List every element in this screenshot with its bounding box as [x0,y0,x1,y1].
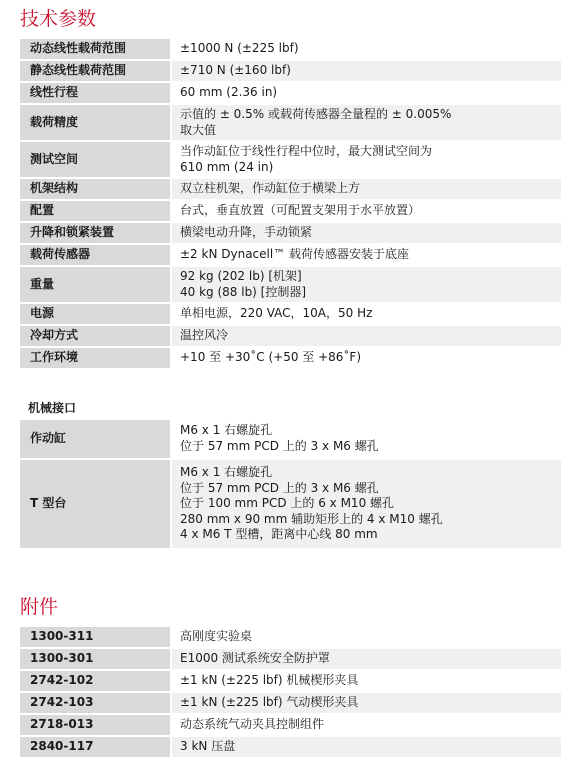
value-line: M6 x 1 右螺旋孔 [180,465,273,480]
row-label: 载荷精度 [20,105,170,140]
part-number: 2742-103 [20,693,170,713]
row-value [172,420,561,458]
row-label: 作动缸 [20,420,170,458]
table-row [20,179,561,201]
mechanical-title: 机械接口 [28,401,77,415]
row-value [172,142,561,177]
row-value [172,179,561,199]
part-number: 2718-013 [20,715,170,735]
row-label: 机架结构 [20,179,170,199]
value-line: ±1000 N (±225 lbf) [180,41,299,56]
row-label: 重量 [20,267,170,302]
table-row [20,326,561,348]
part-description [172,693,561,713]
value-line: 温控风冷 [180,328,229,343]
table-row [20,83,561,105]
value-line: ±2 kN Dynacell™ 载荷传感器安装于底座 [180,247,410,262]
table-row [20,348,561,370]
table-row [20,420,561,460]
table-row [20,245,561,267]
table-row [20,142,561,179]
value-line: +10 至 +30˚C (+50 至 +86˚F) [180,350,362,365]
table-row [20,201,561,223]
value-line: 位于 100 mm PCD 上的 6 x M10 螺孔 [180,496,395,511]
row-value [172,39,561,59]
row-value [172,304,561,324]
value-line: 3 kN 压盘 [180,739,236,754]
part-description [172,627,561,647]
part-description [172,737,561,757]
value-line: 60 mm (2.36 in) [180,85,278,100]
value-line: 高刚度实验桌 [180,629,253,644]
value-line: 610 mm (24 in) [180,159,274,174]
value-line: 位于 57 mm PCD 上的 3 x M6 螺孔 [180,439,379,453]
row-label: 冷却方式 [20,326,170,346]
table-row [20,649,561,671]
row-label: 动态线性载荷范围 [20,39,170,59]
value-line: 双立柱机架，作动缸位于横梁上方 [180,181,361,196]
value-line: ±1 kN (±225 lbf) 气动楔形夹具 [180,695,359,710]
row-value [172,348,561,368]
value-line: 台式，垂直放置（可配置支架用于水平放置） [180,203,421,218]
row-value [172,201,561,221]
value-line: ±1 kN (±225 lbf) 机械楔形夹具 [180,673,359,688]
value-line: 280 mm x 90 mm 辅助矩形上的 4 x M10 螺孔 [180,511,443,526]
row-label: 载荷传感器 [20,245,170,265]
row-value [172,83,561,103]
specs-title: 技术参数 [20,8,97,30]
table-row [20,460,561,550]
value-line: 40 kg (88 lb) [控制器] [180,284,307,299]
table-row [20,39,561,61]
value-line: 动态系统气动夹具控制组件 [180,717,325,732]
table-row [20,715,561,737]
part-description [172,671,561,691]
row-value [172,267,561,302]
value-line: 92 kg (202 lb) [机架] [180,268,302,283]
part-number: 2840-117 [20,737,170,757]
value-line: 示值的 ± 0.5% 或载荷传感器全量程的 ± 0.005% [180,106,452,121]
row-label: 线性行程 [20,83,170,103]
table-row [20,105,561,142]
row-label: 电源 [20,304,170,324]
table-row [20,737,561,759]
row-value [172,326,561,346]
value-line: M6 x 1 右螺旋孔 [180,423,273,438]
value-line: 当作动缸位于线性行程中位时，最大测试空间为 [180,143,433,158]
row-value [172,460,561,548]
value-line: 横梁电动升降，手动锁紧 [180,225,313,240]
row-value [172,61,561,81]
part-number: 2742-102 [20,671,170,691]
row-label: 静态线性载荷范围 [20,61,170,81]
table-row [20,627,561,649]
table-row [20,693,561,715]
part-description [172,649,561,669]
row-label: 配置 [20,201,170,221]
row-label: 升降和锁紧装置 [20,223,170,243]
row-label: 工作环境 [20,348,170,368]
row-value [172,223,561,243]
table-row [20,671,561,693]
part-number: 1300-301 [20,649,170,669]
row-label: T 型台 [20,460,170,548]
table-row [20,223,561,245]
accessories-table [20,627,561,759]
specs-table [20,39,561,370]
value-line: 4 x M6 T 型槽，距离中心线 80 mm [180,527,378,542]
value-line: 取大值 [180,122,217,137]
table-row [20,304,561,326]
value-line: 位于 57 mm PCD 上的 3 x M6 螺孔 [180,480,379,495]
table-row [20,267,561,304]
table-row [20,61,561,83]
mechanical-table [20,420,561,550]
value-line: 单相电源，220 VAC，10A，50 Hz [180,306,373,321]
accessories-title: 附件 [20,596,59,618]
value-line: E1000 测试系统安全防护罩 [180,651,330,666]
part-number: 1300-311 [20,627,170,647]
row-label: 测试空间 [20,142,170,177]
row-value [172,245,561,265]
value-line: ±710 N (±160 lbf) [180,63,291,78]
part-description [172,715,561,735]
row-value [172,105,561,140]
